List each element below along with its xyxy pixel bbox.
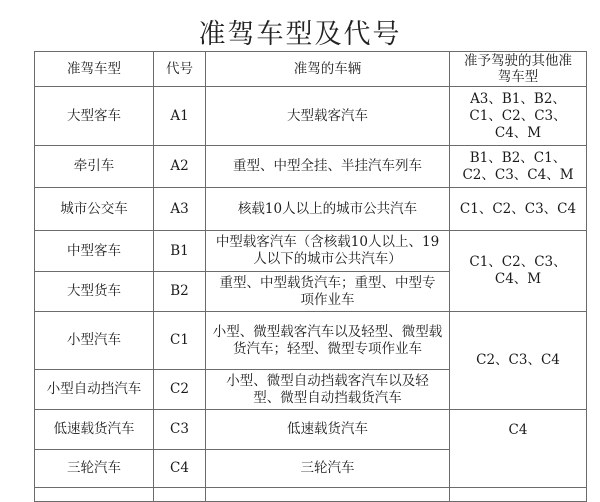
cell-class: 小型自动挡汽车 bbox=[35, 370, 154, 410]
table-row-cut-off bbox=[35, 488, 587, 502]
cell-vehicles: 核载10人以上的城市公共汽车 bbox=[206, 188, 450, 231]
cell-code: B2 bbox=[154, 272, 206, 312]
header-other-classes: 准予驾驶的其他准驾车型 bbox=[450, 52, 587, 87]
cell-code: A1 bbox=[154, 87, 206, 146]
cell-class: 低速载货汽车 bbox=[35, 410, 154, 450]
cell-vehicles: 大型载客汽车 bbox=[206, 87, 450, 146]
license-class-table bbox=[34, 51, 587, 502]
cell-other-classes: B1、B2、C1、C2、C3、C4、M bbox=[450, 146, 587, 188]
cell-class: 大型客车 bbox=[35, 87, 154, 146]
page-title: 准驾车型及代号 bbox=[198, 19, 402, 50]
cell-vehicles: 三轮汽车 bbox=[206, 450, 450, 488]
cell-code: C3 bbox=[154, 410, 206, 450]
table-row bbox=[35, 410, 587, 450]
cell-class: 城市公交车 bbox=[35, 188, 154, 231]
cell-vehicles: 小型、微型载客汽车以及轻型、微型载货汽车；轻型、微型专项作业车 bbox=[206, 312, 450, 370]
cell-code: A2 bbox=[154, 146, 206, 188]
cell-code: C1 bbox=[154, 312, 206, 370]
cell-other-classes: C1、C2、C3、C4、M bbox=[450, 231, 587, 312]
cell-vehicles: 小型、微型自动挡载客汽车以及轻型、微型自动挡载货汽车 bbox=[206, 370, 450, 410]
table-row bbox=[35, 188, 587, 231]
cell-class: 中型客车 bbox=[35, 231, 154, 272]
table-row bbox=[35, 87, 587, 146]
cell-class: 小型汽车 bbox=[35, 312, 154, 370]
cell-class: 大型货车 bbox=[35, 272, 154, 312]
cell-vehicles: 重型、中型载货汽车；重型、中型专项作业车 bbox=[206, 272, 450, 312]
cell-vehicles: 低速载货汽车 bbox=[206, 410, 450, 450]
table-row bbox=[35, 146, 587, 188]
header-vehicles: 准驾的车辆 bbox=[206, 52, 450, 87]
cell-other-classes: C2、C3、C4 bbox=[450, 312, 587, 410]
cell-class: 三轮汽车 bbox=[35, 450, 154, 488]
table-header-row bbox=[35, 52, 587, 87]
table-row bbox=[35, 312, 587, 370]
cell-other-classes: C1、C2、C3、C4 bbox=[450, 188, 587, 231]
cell-code: B1 bbox=[154, 231, 206, 272]
cell-class: 牵引车 bbox=[35, 146, 154, 188]
cell-other-classes: A3、B1、B2、C1、C2、C3、C4、M bbox=[450, 87, 587, 146]
cell-vehicles: 中型载客汽车（含核载10人以上、19人以下的城市公共汽车） bbox=[206, 231, 450, 272]
header-class: 准驾车型 bbox=[35, 52, 154, 87]
cell-code: C2 bbox=[154, 370, 206, 410]
cell-vehicles: 重型、中型全挂、半挂汽车列车 bbox=[206, 146, 450, 188]
header-code: 代号 bbox=[154, 52, 206, 87]
cell-code: C4 bbox=[154, 450, 206, 488]
cell-code: A3 bbox=[154, 188, 206, 231]
table-row bbox=[35, 231, 587, 272]
cell-other-classes: C4 bbox=[450, 410, 587, 488]
